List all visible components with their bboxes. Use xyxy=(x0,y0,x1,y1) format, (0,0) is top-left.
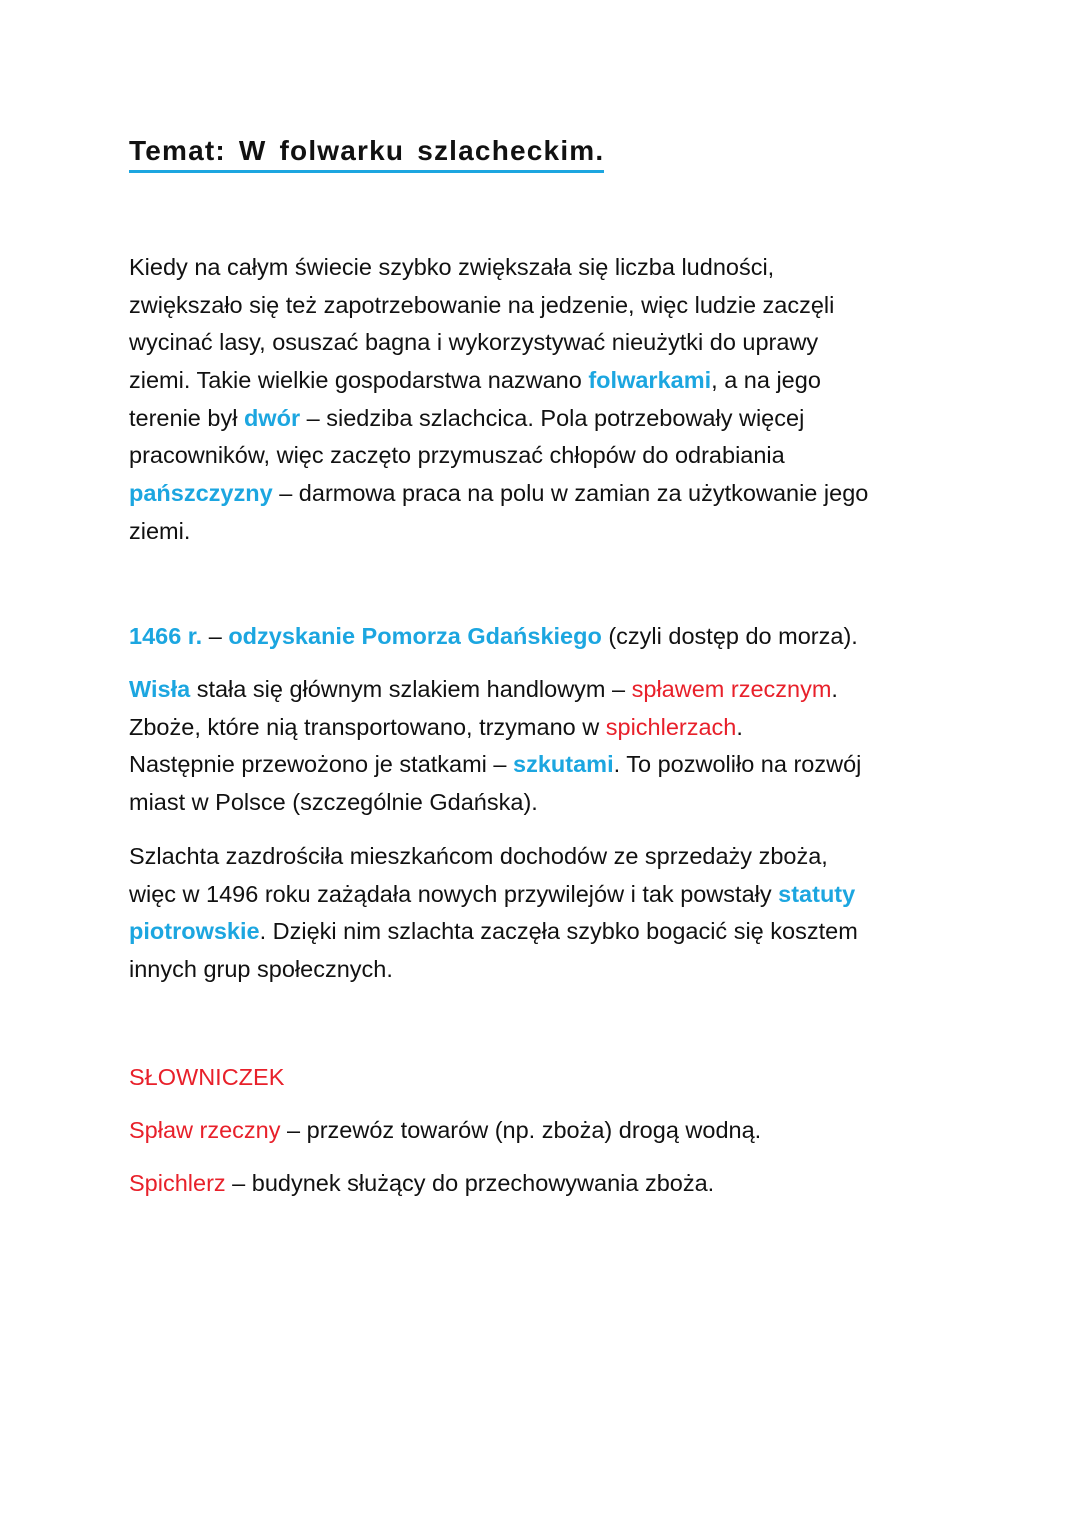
text-line xyxy=(129,362,868,400)
text-segment: wycinać lasy, osuszać bagna i wykorzystywać nieużytki do uprawy xyxy=(129,329,819,356)
text-segment: stała się głównym szlakiem handlowym – xyxy=(190,676,632,702)
key-term: szkutami xyxy=(513,751,614,778)
key-term: Wisła xyxy=(129,676,191,702)
text-segment: . Dzięki nim szlachta zaczęła szybko bogacić się kosztem xyxy=(259,918,858,945)
text-line xyxy=(129,249,868,287)
text-segment: innych grup społecznych. xyxy=(129,956,393,983)
text-segment: miast w Polsce (szczególnie Gdańska). xyxy=(129,789,538,816)
text-line xyxy=(129,513,868,551)
text-line xyxy=(129,1165,714,1203)
text-segment: Kiedy na całym świecie szybko zwiększała się liczba ludności, xyxy=(129,254,775,280)
key-term: dwór xyxy=(243,404,301,431)
text-line xyxy=(129,838,858,876)
text-line xyxy=(129,784,861,822)
intro-paragraph xyxy=(129,249,868,551)
key-term: statuty xyxy=(778,880,856,907)
text-segment: . xyxy=(736,713,743,740)
text-segment: – siedziba szlachcica. Pola potrzebowały więcej xyxy=(300,404,805,431)
text-segment: ziemi. Takie wielkie gospodarstwa nazwano xyxy=(129,367,589,394)
text-segment: , a na jego xyxy=(711,367,821,394)
text-segment: – darmowa praca na polu w zamian za użytkowanie jego xyxy=(272,480,869,507)
key-term: 1466 r. xyxy=(129,623,203,649)
text-segment: Szlachta zazdrościła mieszkańcom dochodów ze sprzedaży zboża, xyxy=(129,843,828,869)
text-segment: Następnie przewożono je statkami – xyxy=(129,751,514,778)
text-line xyxy=(129,324,868,362)
glossary-heading xyxy=(129,1059,284,1097)
text-segment: ziemi. xyxy=(129,517,191,544)
text-segment: więc w 1496 roku zażądała nowych przywilejów i tak powstały xyxy=(129,880,779,907)
text-line xyxy=(129,671,861,709)
text-segment: – budynek służący do przechowywania zboża. xyxy=(225,1170,715,1196)
page-title: Temat: W folwarku szlacheckim. xyxy=(129,134,604,173)
text-segment: (czyli dostęp do morza). xyxy=(601,623,858,649)
nobility-paragraph xyxy=(129,838,858,989)
text-line xyxy=(129,1059,284,1097)
text-line xyxy=(129,913,858,951)
text-segment: . xyxy=(831,676,838,702)
text-line xyxy=(129,746,861,784)
text-line xyxy=(129,475,868,513)
text-segment: – xyxy=(202,623,229,649)
glossary-entry-splaw xyxy=(129,1112,761,1150)
text-segment: – przewóz towarów (np. zboża) drogą wodną. xyxy=(280,1117,762,1143)
key-term: folwarkami xyxy=(588,367,712,394)
text-line xyxy=(129,287,868,325)
text-line xyxy=(129,437,868,475)
glossary-term: spławem rzecznym xyxy=(631,676,832,702)
text-segment: pracowników, więc zaczęto przymuszać chłopów do odrabiania xyxy=(129,442,785,469)
text-line xyxy=(129,876,858,914)
date-paragraph xyxy=(129,618,858,656)
text-line xyxy=(129,400,868,438)
text-line xyxy=(129,1112,761,1150)
text-segment: . To pozwoliło na rozwój xyxy=(613,751,862,778)
text-line xyxy=(129,618,858,656)
glossary-term: spichlerzach xyxy=(605,713,737,740)
glossary-entry-spichlerz xyxy=(129,1165,714,1203)
key-term: odzyskanie Pomorza Gdańskiego xyxy=(228,623,602,649)
text-line xyxy=(129,709,861,747)
glossary-term: Spław rzeczny xyxy=(129,1117,281,1143)
glossary-term: SŁOWNICZEK xyxy=(129,1064,285,1090)
key-term: piotrowskie xyxy=(129,918,260,945)
key-term: pańszczyzny xyxy=(129,480,273,507)
text-segment: terenie był xyxy=(129,404,244,431)
glossary-term: Spichlerz xyxy=(129,1170,226,1196)
text-segment: zwiększało się też zapotrzebowanie na jedzenie, więc ludzie zaczęli xyxy=(129,291,835,318)
text-segment: Zboże, które nią transportowano, trzymano w xyxy=(129,713,606,740)
text-line xyxy=(129,951,858,989)
vistula-paragraph xyxy=(129,671,861,822)
